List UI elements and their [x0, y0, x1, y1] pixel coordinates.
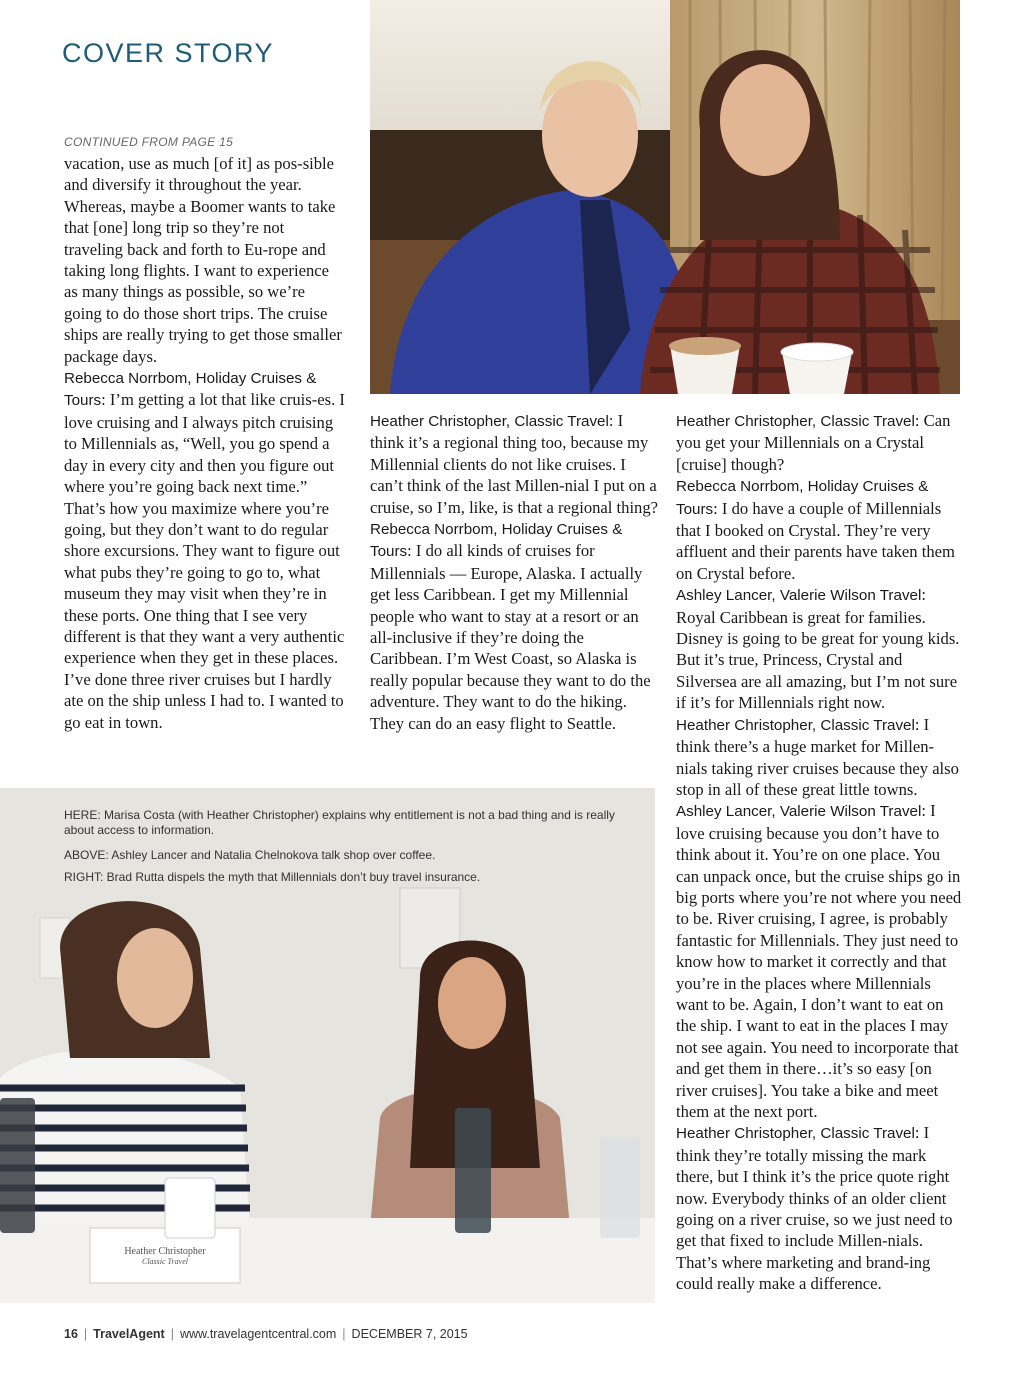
paragraph: Rebecca Norrbom, Holiday Cruises & Tours: I do all kinds of cruises for Millennials — Europe, Alaska. I actually get less Caribbean. I get my Millennial people who want to stay at a resort or an all-inclusive if they’re doing the Caribbean. I’m West Coast, so Alaska is really popular because they want to do the adventure. They want to do the hiking. They can do an easy flight to Seattle. [370, 521, 651, 733]
issue-date: DECEMBER 7, 2015 [351, 1327, 468, 1341]
page-footer: 16 | TravelAgent | www.travelagentcentral.com | DECEMBER 7, 2015 [64, 1327, 468, 1341]
paragraph: Rebecca Norrbom, Holiday Cruises & Tours: I’m getting a lot that like cruis-es. I love cruising and I always pitch cruising to Millennials as, “Well, you go spend a day in every city and then you figure out where you’re going back next time.” That’s how you maximize where you’re going, but they don’t want to do regular shore excursions. They want to figure out what pubs they’re going to go to, what museum they may visit when they’re in these ports. One thing that I see very different is that they want a very authentic experience when they get in these places. I’ve done three river cruises but I hardly ate on the ship unless I had to. I wanted to go eat in town. [64, 370, 345, 732]
photo-caption: RIGHT: Brad Rutta dispels the myth that Millennials don’t buy travel insurance. [64, 870, 481, 884]
website-url: www.travelagentcentral.com [179, 1327, 337, 1341]
paragraph: Ashley Lancer, Valerie Wilson Travel: I love cruising because you don’t have to think about it. You’re on one place. You can unpack once, but the cruise ships go in big ports where you’re not where you need to be. River cruising, I agree, is probably fantastic for Millennials. They just need to know how to market it correctly and that you’re in the places where Millennials want to be. Again, I don’t want to eat on the ship. I want to eat in the places I may not see again. You need to incorporate that and get them in there…it’s so easy [on river cruises]. You take a bike and meet them at the next port. [676, 801, 962, 1121]
magazine-name: TravelAgent [93, 1327, 165, 1341]
paragraph: Heather Christopher, Classic Travel: I think there’s a huge market for Millen-nials taking river cruises because they also stop in all of these great little towns. [676, 714, 959, 799]
photo-caption: ABOVE: Ashley Lancer and Natalia Chelnokova talk shop over coffee. [64, 848, 436, 862]
paragraph: Heather Christopher, Classic Travel: Can you get your Millennials on a Crystal [cruise] though? [676, 411, 951, 474]
continued-note: CONTINUED FROM PAGE 15 [64, 135, 234, 149]
paragraph: Rebecca Norrbom, Holiday Cruises & Tours: I do have a couple of Millennials that I booked on Crystal. They’re very affluent and their parents have taken them on Crystal before. [676, 478, 955, 583]
bottom-photo [0, 788, 655, 1303]
photo-caption: HERE: Marisa Costa (with Heather Christopher) explains why entitlement is not a bad thing and is really about access to information. [64, 808, 615, 837]
speaker-name: Heather Christopher, Classic Travel [676, 413, 915, 430]
speaker-name: Ashley Lancer, Valerie Wilson Travel [676, 803, 922, 821]
column-3 [676, 410, 962, 1295]
speaker-name: Heather Christopher, Classic Travel [370, 413, 609, 430]
top-photo [370, 0, 960, 394]
paragraph: Heather Christopher, Classic Travel: I think they’re totally missing the mark there, but I think it’s the price quote right now. Everybody thinks of an older client going on a river cruise, so we just need to get that fixed to include Millen-nials. That’s where marketing and brand-ing could really make a difference. [676, 1123, 953, 1294]
page-number: 16 [64, 1327, 78, 1341]
paragraph: Ashley Lancer, Valerie Wilson Travel: Royal Caribbean is great for families. Disney is going to be great for young kids. But it’s true, Princess, Crystal and Silversea are all amazing, but I’m not sure if it’s for Millennials right now. [676, 585, 960, 713]
speaker-name: Rebecca Norrbom, Holiday Cruises & Tours [676, 478, 929, 518]
speaker-name: Heather Christopher, Classic Travel [676, 716, 915, 734]
speaker-name: Rebecca Norrbom, Holiday Cruises & Tours [64, 370, 317, 410]
speaker-name: Heather Christopher, Classic Travel [676, 1125, 915, 1143]
section-title: COVER STORY [62, 38, 275, 68]
speaker-name: Rebecca Norrbom, Holiday Cruises & Tours [370, 521, 623, 561]
speaker-name: Ashley Lancer, Valerie Wilson Travel [676, 587, 922, 605]
column-1 [64, 153, 346, 733]
name-card: Heather Christopher Classic Travel [124, 1246, 206, 1266]
paragraph: vacation, use as much [of it] as pos-sible and diversify it throughout the year. Whereas, maybe a Boomer wants to take that [one] long trip so they’re not traveling back and forth to Eu-rope and taking long flights. I want to experience as many things as possible, so we’re going to do those short trips. The cruise ships are really trying to get those smaller package days. [64, 154, 342, 366]
paragraph: Heather Christopher, Classic Travel: I think it’s a regional thing too, because my Millennial clients do not like cruises. I can’t think of the last Millen-nial I put on a cruise, so I’m, like, is that a regional thing? [370, 411, 659, 517]
column-2 [370, 410, 660, 734]
